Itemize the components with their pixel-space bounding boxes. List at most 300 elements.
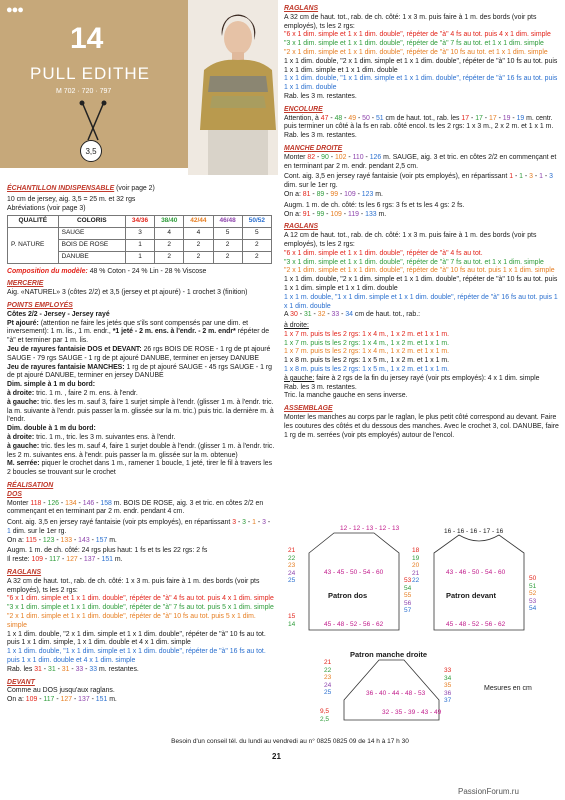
jeu-dos-text: 26 rgs BOIS DE ROSE - 1 rg de pt ajouré SAUGE - 79 rgs SAUGE - 1 rg de pt ajouré DANUBE, terminer en jersey DANUBE (7, 345, 271, 362)
manche-bot-measure: 32 - 35 - 39 - 43 - 49 (382, 709, 442, 716)
size-values (32, 556, 114, 563)
measure-value: 54 (529, 605, 537, 612)
size-value: 31 (34, 665, 42, 673)
raglans2-a-text: A (284, 311, 291, 319)
size-value: 119 (348, 210, 359, 218)
dos-top-measure: 12 - 12 - 13 - 12 - 13 (340, 525, 400, 532)
raglans-intro-right: A 32 cm de haut. tot., rab. de ch. côté: 1 x 3 m. puis faire à 1 m. des bords (voir pts employés), ts les 2 rgs: (284, 13, 537, 30)
size-value: 48 (334, 114, 343, 122)
separator: - (363, 153, 370, 161)
measure-value: 14 (288, 620, 296, 628)
size-value: 3 (262, 519, 266, 527)
manche-3-text: On a: (284, 190, 303, 198)
instruction-line: 1 x 1 dim. double, "2 x 1 dim. simple et 1 x 1 dim. double", répéter de "à" 10 fs au tot. puis 1 x 1 dim. simple et 1 x 1 dim. double (284, 57, 558, 74)
manche-1-end: m. SAUGE, aig. 3 et tric. en côtes 2/2 en commençant et en terminant par 2 m. endr. pendant 2,5 cm. (284, 153, 557, 170)
dos-1-end: m. BOIS DE ROSE, aig. 3 et tric. en côtes 2/2 en commençant et en terminant par 2 m. endr. pendant 4 cm. (7, 499, 264, 516)
manche-mid-measure: 36 - 40 - 44 - 48 - 53 (366, 690, 426, 697)
jeu-dos-label: Jeu de rayures fantaisie DOS et DEVANT: (7, 345, 142, 353)
model-photo (188, 0, 278, 175)
dos-bot-measure: 45 - 48 - 52 - 56 - 62 (324, 621, 384, 628)
manche-right-measures (444, 667, 451, 705)
measure-value: 22 (412, 577, 420, 584)
measure-value: 34 (444, 674, 452, 682)
size-values (303, 211, 377, 218)
separator: - (54, 696, 61, 704)
size-value: 109 (31, 556, 44, 564)
size-value: 109 (330, 210, 342, 218)
size-value: 158 (100, 499, 112, 507)
size-value: 33 (331, 311, 340, 319)
separator: - (341, 210, 348, 218)
table-header-colors: COLORIS (58, 216, 125, 228)
dim-simple-gauche-label: à gauche: (7, 398, 40, 406)
size-value: 19 (502, 114, 511, 122)
color-name: BOIS DE ROSE (58, 239, 125, 251)
size-value: 3 (242, 519, 247, 527)
separator: - (510, 114, 517, 122)
separator: - (77, 556, 84, 564)
model-ref: M 702 · 720 · 797 (56, 88, 112, 95)
dos-outline (309, 533, 399, 630)
size-value: 49 (348, 114, 357, 122)
table-cell: 4 (155, 228, 184, 240)
dim-simple-droite: tric. 1 m. , faire 2 m. ens. à l'endr. (34, 389, 138, 397)
raglans2-title: RAGLANS (284, 223, 319, 231)
page-number: 21 (272, 752, 281, 761)
size-value: 33 (89, 665, 98, 673)
instruction-line: "2 x 1 dim. simple et 1 x 1 dim. double", répéter de "à" 10 fs au tot. puis 1 x 1 dim. simple (284, 267, 555, 275)
size-value: 151 (95, 696, 108, 704)
measure-value: 20 (412, 562, 420, 569)
size-value: 137 (83, 556, 96, 564)
separator: - (89, 696, 96, 704)
measure-value: 22 (324, 666, 332, 674)
measure-value: 25 (288, 577, 296, 584)
gauche-inverse: Tric. la manche gauche en sens inverse. (284, 392, 408, 400)
separator: - (36, 536, 43, 544)
color-name: DANUBE (58, 251, 125, 263)
devant-step-2 (7, 696, 275, 705)
manche-5-text: On a: (284, 210, 303, 218)
size-value: 82 (307, 153, 316, 161)
size-value: 127 (66, 556, 78, 564)
size-value: 118 (30, 499, 42, 507)
size-value: 1 (519, 173, 524, 181)
dos-1-text: Monter (7, 499, 31, 507)
size-values (26, 696, 108, 703)
points-title: POINTS EMPLOYÉS (7, 301, 73, 309)
separator: - (59, 499, 66, 507)
measure-value: 50 (529, 575, 537, 582)
realisation-title: RÉALISATION (7, 481, 54, 489)
size-header: 38/40 (155, 216, 184, 228)
dos-step-5 (7, 556, 275, 565)
dim-double-droite-label: à droite: (7, 433, 35, 441)
size-values (290, 311, 353, 318)
jeu-manches-label: Jeu de rayures fantaisie MANCHES: (7, 363, 125, 371)
separator: - (60, 556, 67, 564)
table-cell: 4 (184, 228, 213, 240)
left-column (7, 185, 275, 705)
separator: - (310, 190, 317, 198)
measure-value: 53 (529, 597, 537, 605)
encolure-step-2: Rab. les 3 m. restantes. (284, 132, 357, 140)
size-values (509, 173, 553, 180)
instruction-line: 1 x 8 m. puis ts les 2 rgs: 1 x 5 m., 1 x 2 m. et 1 x 1 m. (284, 357, 450, 365)
size-value: 126 (47, 499, 59, 507)
devant-label: Patron devant (446, 591, 497, 600)
raglans-title-left: RAGLANS (7, 569, 42, 577)
size-header: 34/36 (125, 216, 154, 228)
separator: - (246, 519, 253, 527)
units-label: Mesures en cm (484, 685, 532, 692)
dos-5-end: m. (113, 556, 123, 564)
watermark: PassionForum.ru (458, 787, 519, 796)
devant-top-measure: 16 - 16 - 16 - 17 - 16 (444, 528, 504, 535)
devant-title: DEVANT (7, 678, 35, 686)
separator: - (496, 114, 503, 122)
size-values (34, 666, 97, 673)
model-name: PULL EDITHE (30, 64, 150, 83)
separator: - (69, 665, 76, 673)
dim-double-droite: tric. 1 m., tric. les 3 m. suivantes ens. à l'endr. (34, 433, 176, 441)
size-value: 117 (49, 556, 61, 564)
measure-value: 23 (324, 674, 332, 681)
composition-label: Composition du modèle: (7, 267, 88, 275)
composition: 48 % Coton - 24 % Lin - 28 % Viscose (87, 267, 207, 275)
measure-value: 21 (324, 659, 332, 666)
table-cell: 3 (125, 228, 154, 240)
size-value: 127 (60, 696, 73, 704)
manche-2-end: dim. sur le 1er rg. (284, 182, 338, 190)
raglans-lines-right (284, 31, 559, 93)
table-cell: 2 (213, 251, 242, 263)
pt-ajoure-label: Pt ajouré: (7, 319, 39, 327)
separator: - (339, 311, 346, 319)
instruction-line: 1 x 1 m. double, "1 x 1 dim. simple et 1 x 1 dim. double", répéter de "à" 16 fs au tot. puis 1 x 1 dim. double (284, 293, 558, 310)
measure-value: 33 (444, 667, 452, 674)
size-value: 30 (290, 311, 298, 319)
instruction-line: "3 x 1 dim. simple et 1 x 1 dim. double", répéter de "à" 7 fs au tot. et 1 x 1 dim. simple (284, 40, 544, 48)
instruction-line: "3 x 1 dim. simple et 1 x 1 dim. double", répéter de "à" 7 fs au tot. puis 5 x 1 dim. simple (7, 604, 274, 612)
a-gauche-label: à gauche: (284, 374, 315, 382)
raglans2-lines (284, 250, 559, 312)
instruction-line: "6 x 1 dim. simple et 1 x 1 dim. double", répéter de "à" 4 fs au tot. (284, 249, 483, 257)
manche-step-1 (284, 154, 559, 172)
measure-value: 51 (529, 582, 537, 590)
size-value: 109 (344, 190, 356, 198)
yarn-balls-icon: ●●● (6, 4, 23, 16)
instruction-line: "3 x 1 dim. simple et 1 x 1 dim. double", répéter de "à" 7 fs au tot. et 1 x 1 dim. simple (284, 258, 544, 266)
manche-left-measures (324, 659, 331, 697)
measure-value: 22 (288, 554, 296, 562)
separator: - (356, 114, 363, 122)
raglans2-a (284, 311, 559, 320)
separator: - (542, 173, 550, 181)
manche-5-end: m. (376, 210, 387, 218)
dos-label: Patron dos (328, 591, 368, 600)
separator: - (297, 311, 304, 319)
manche-title: MANCHE DROITE (284, 144, 343, 152)
size-value: 32 (317, 311, 326, 319)
separator: - (513, 173, 520, 181)
table-cell: 2 (242, 239, 271, 251)
table-cell: 2 (242, 251, 271, 263)
size-value: 110 (352, 153, 364, 161)
separator: - (469, 114, 476, 122)
cotes-title: Côtes 2/2 - Jersey - Jersey rayé (7, 310, 110, 318)
instruction-line: 1 x 1 dim. double, "2 x 1 dim. simple et 1 x 1 dim. double", répéter de "à" 10 fs au tot. puis 1 x 1 dim. simple, 1 x 1 dim. double et 4 x 1 dim. simple (7, 630, 266, 647)
measure-value: 24 (288, 569, 296, 577)
separator: - (37, 696, 44, 704)
manche-step-5 (284, 211, 559, 220)
size-value: 1 (539, 173, 543, 181)
separator: - (310, 210, 317, 218)
size-value: 3 (232, 519, 237, 527)
size-value: 133 (365, 210, 377, 218)
size-value: 31 (48, 665, 56, 673)
size-value: 50 (362, 114, 370, 122)
separator: - (95, 556, 102, 564)
separator: - (523, 173, 530, 181)
manche-1-text: Monter (284, 153, 308, 161)
size-value: 117 (43, 696, 55, 704)
table-cell: 5 (213, 228, 242, 240)
jeu-manches-text: 1 rg de pt ajouré SAUGE - 45 rgs SAUGE - 1 rg de pt ajouré DANUBE, terminer en jersey DANUBE (7, 363, 273, 380)
devant-2-end: m. (107, 696, 117, 704)
measure-value: 15 (288, 613, 296, 620)
assemblage-title: ASSEMBLAGE (284, 405, 333, 413)
pt-ajoure-end: répéter de "à" et terminer par 1 m. lis. (7, 328, 270, 345)
measure-value: 19 (412, 554, 420, 562)
devant-step-1: Comme au DOS jusqu'aux raglans. (7, 687, 115, 695)
table-cell: 1 (125, 239, 154, 251)
separator: - (346, 153, 353, 161)
size-value: 31 (303, 311, 312, 319)
instruction-line: 1 x 1 dim. double, "1 x 1 dim. simple et 1 x 1 dim. double", répéter de "à" 16 fs au tot. puis 1 x 1 dim. double et 4 x 1 dim. simple (7, 648, 266, 665)
size-value: 1 (509, 173, 514, 181)
size-value: 34 (345, 311, 353, 319)
raglans2-a-end: cm de haut. tot., rab.: (353, 311, 421, 319)
raglans-rab-left (7, 666, 275, 675)
size-value: 19 (516, 114, 525, 122)
size-value: 17 (475, 114, 483, 122)
separator: - (315, 153, 322, 161)
measure-value: 36 (444, 689, 452, 697)
separator: - (355, 190, 362, 198)
size-value: 109 (25, 696, 38, 704)
manche-2-text: Cont. aig. 3,5 en jersey rayé fantaisie (voir pts employés), en répartissant (284, 173, 510, 181)
dos-left-measures (288, 547, 295, 585)
size-value: 123 (42, 536, 55, 544)
pt-ajoure-repeat: *1 jeté - 2 m. ens. à l'endr. - 2 m. endr* (112, 328, 236, 336)
measure-value: 24 (324, 681, 332, 689)
droite-lines (284, 331, 559, 375)
footer-help: Besoin d'un conseil tél. du lundi au vendredi au n° 0825 0825 09 de 14 h à 17 h 30 (171, 738, 409, 745)
separator: - (43, 556, 50, 564)
measure-value: 56 (404, 599, 412, 607)
size-value: 143 (78, 536, 90, 544)
size-value: 126 (369, 153, 382, 161)
needle-size: 3,5 (80, 140, 102, 162)
size-value: 89 (316, 190, 325, 198)
dim-double-title: Dim. double à 1 m du bord: (7, 425, 96, 433)
raglans-lines-left (7, 595, 275, 665)
instruction-line: 1 x 1 dim. double, "1 x 1 dim. simple et 1 x 1 dim. double", répéter de "à" 16 fs au tot. puis 1 x 1 dim. double (284, 75, 558, 92)
header-box (0, 0, 188, 168)
size-header: 50/52 (242, 216, 271, 228)
instruction-line: 1 x 7 m. puis ts les 2 rgs: 1 x 4 m., 1 x 2 m. et 1 x 1 m. (284, 339, 450, 347)
size-value: 3 (529, 173, 533, 181)
size-value: 99 (330, 190, 339, 198)
measure-value: 52 (529, 590, 537, 597)
size-value: 115 (25, 536, 37, 544)
size-values (303, 191, 374, 198)
encolure-title: ENCOLURE (284, 105, 323, 113)
separator: - (359, 210, 366, 218)
measure-value: 21 (412, 569, 420, 577)
separator: - (328, 114, 335, 122)
manche-label: Patron manche droite (350, 650, 428, 659)
dim-simple-gauche: tric. tles les m. sauf 3, faire 1 surjet simple à l'endr. (glisser 1 m. à l'endr. tric. la m. suivante à l'endr. puis passer la m. glissée sur la m. tric.) puis tric. la dernière m. à l'endr. (7, 398, 274, 424)
m-serree: piquer le crochet dans 1 m., ramener 1 boucle, 1 jeté, tirer le fil à travers les 2 boucles se trouvant sur le crochet (7, 460, 273, 477)
separator: - (325, 311, 332, 319)
size-value: 157 (95, 536, 108, 544)
measure-value: 53 (404, 577, 412, 584)
measure-value: 21 (288, 547, 296, 554)
separator: - (89, 536, 96, 544)
dos-2-text: Cont. aig. 3,5 en jersey rayé fantaisie (voir pts employés), en répartissant (7, 519, 233, 527)
separator: - (482, 114, 489, 122)
assemblage: Monter les manches au corps par le raglan, le plus petit côté correspond au devant. Faire les coutures des côtés et du dessous des manches. Avec le crochet 3, col. DANUBE, faire 1 rg de m. serrées (voir pts employés) autour de l'encol. (284, 414, 559, 439)
size-value: 133 (60, 536, 73, 544)
separator: - (265, 519, 271, 527)
dos-2-end: dim. sur le 1er rg. (10, 527, 67, 535)
pattern-diagram (284, 525, 559, 730)
separator: - (342, 114, 349, 122)
table-header-quality: QUALITÉ (8, 216, 59, 228)
dim-double-gauche-label: à gauche: (7, 442, 40, 450)
size-value: 1 (252, 519, 256, 527)
dos-step-1 (7, 500, 275, 518)
size-header: 42/44 (184, 216, 213, 228)
table-cell: 2 (184, 251, 213, 263)
dos-mid-measure: 43 - 45 - 50 - 54 - 60 (324, 569, 384, 576)
devant-left-measures (412, 547, 419, 585)
separator: - (255, 519, 263, 527)
size-value: 3 (549, 173, 553, 181)
encolure-1-end: m. centr. puis terminer un côté à la fs en rab. côté encol. ts les 2 rgs: 1 x 3 m., 2 x 2 m. et 1 x 1 m. (284, 114, 554, 131)
manche-3-end: m. (373, 190, 383, 198)
instruction-line: "2 x 1 dim. simple et 1 x 1 dim. double", répéter de "à" 10 fs au tot. et 1 x 1 dim. simple (284, 48, 548, 56)
separator: - (72, 536, 79, 544)
size-value: 31 (61, 665, 70, 673)
size-value: 51 (375, 114, 384, 122)
raglans-rab-right: Rab. les 3 m. restantes. (284, 92, 357, 100)
dim-simple-title: Dim. simple à 1 m du bord: (7, 381, 96, 389)
table-cell: 2 (213, 239, 242, 251)
table-cell: 1 (125, 251, 154, 263)
table-cell: 2 (184, 239, 213, 251)
size-value: 17 (461, 114, 470, 122)
echantillon-title: ÉCHANTILLON INDISPENSABLE (7, 185, 115, 192)
measure-value: 55 (404, 592, 412, 599)
manche-step-3 (284, 191, 559, 200)
devant-bot-measure: 45 - 48 - 52 - 56 - 62 (446, 621, 506, 628)
quality-cell: P. NATURE (8, 228, 59, 263)
instruction-line: "2 x 1 dim. simple et 1 x 1 dim. double", répéter de "à" 10 fs au tot. puis 5 x 1 dim. simple (7, 613, 256, 629)
measure-value: 9,5 (320, 708, 330, 715)
dos-3-end: m. (107, 536, 117, 544)
size-value: 151 (101, 556, 114, 564)
size-values (30, 500, 112, 507)
separator: - (55, 665, 62, 673)
dos-step-3 (7, 537, 275, 546)
devant-right-measures (529, 575, 536, 613)
dos-step-4: Augm. 1 m. de ch. côté: 24 rgs plus haut: 1 fs et ts les 22 rgs: 2 fs (7, 547, 208, 555)
instruction-line: 1 x 8 m. puis ts les 2 rgs: 1 x 5 m., 1 x 2 m. et 1 x 1 m. (284, 366, 450, 374)
echantillon-line: 10 cm de jersey, aig. 3,5 = 25 m. et 32 rgs (7, 195, 136, 203)
size-value: 137 (78, 696, 90, 704)
m-serree-label: M. serrée: (7, 460, 40, 468)
measure-value: 18 (412, 547, 420, 554)
size-value: 17 (488, 114, 497, 122)
measure-value: 57 (404, 607, 412, 614)
measure-value: 54 (404, 584, 412, 592)
dos-3-text: On a: (7, 536, 26, 544)
size-values (307, 154, 381, 161)
separator: - (532, 173, 540, 181)
separator: - (94, 499, 101, 507)
manche-step-2 (284, 173, 559, 191)
size-values (461, 115, 524, 122)
devant-2-text: On a: (7, 696, 26, 704)
dim-double-gauche: tric. tles les m. sauf 4, faire 1 surjet double à l'endr. (glisser 1 m. à l'endr. tric. les 2 m. suivantes ens. à l'endr. puis passer la m. glissée sur la m. obtenue) (7, 442, 275, 459)
a-gauche: faire à 2 rgs de la fin du jersey rayé (voir pts employés): 4 x 1 dim. simple (314, 374, 540, 382)
size-header: 46/48 (213, 216, 242, 228)
size-value: 81 (302, 190, 311, 198)
size-value: 99 (316, 210, 325, 218)
measure-value: 2,5 (320, 715, 330, 723)
size-value: 134 (65, 499, 77, 507)
dos-step-2 (7, 519, 275, 537)
raglans-intro-left: A 32 cm de haut. tot., rab. de ch. côté: 1 x 3 m. puis faire à 1 m. des bords (voir pts employés), ts les 2 rgs: (7, 577, 260, 594)
raglans2-intro: A 12 cm de haut. tot., rab. de ch. côté: 1 x 3 m. puis faire à 1 m. des bords (voir pts employés), ts les 2 rgs: (284, 232, 537, 248)
size-value: 123 (361, 190, 374, 198)
encolure-1-text: Attention, à (284, 114, 321, 122)
separator: - (54, 536, 61, 544)
separator: - (41, 499, 48, 507)
size-values (26, 537, 108, 544)
separator: - (76, 499, 83, 507)
instruction-line: 1 x 7 m. puis ts les 2 rgs: 1 x 4 m., 1 x 2 m. et 1 x 1 m. (284, 330, 450, 338)
separator: - (328, 153, 335, 161)
right-column (284, 5, 559, 440)
manche-step-4: Augm. 1 m. de ch. côté: ts les 6 rgs: 3 fs et ts les 4 gs: 2 fs. (284, 201, 465, 209)
table-cell: 5 (242, 228, 271, 240)
measure-value: 23 (288, 562, 296, 569)
gauche-rab: Rab. les 3 m. restantes. (284, 383, 357, 391)
separator: - (338, 190, 345, 198)
mercerie: Aig. «NATUREL» 3 (côtes 2/2) et 3,5 (jersey et pt ajouré) - 1 crochet 3 (finition) (7, 289, 248, 297)
measure-value: 25 (324, 689, 332, 696)
measure-value: 35 (444, 682, 452, 689)
model-number: 14 (70, 22, 104, 55)
dim-simple-droite-label: à droite: (7, 389, 35, 397)
instruction-line: 1 x 7 m. puis ts les 2 rgs: 1 x 4 m., 1 x 2 m. et 1 x 1 m. (284, 348, 450, 356)
separator: - (83, 665, 90, 673)
abbreviations: Abréviations (voir page 3) (7, 204, 86, 212)
